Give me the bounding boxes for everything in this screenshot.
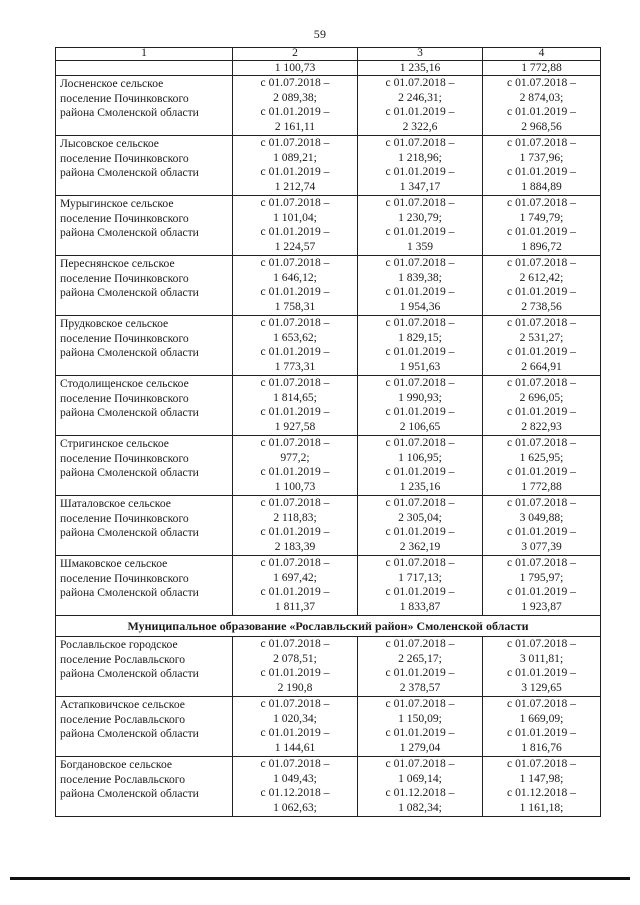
tariff-value-line: с 01.01.2019 – [385, 105, 455, 119]
settlement-name-line: Шаталовское сельское [60, 497, 171, 510]
tariff-value-line: 3 011,81; [519, 651, 564, 665]
tariff-cell-c3 [358, 637, 483, 697]
tariff-value-line: с 01.07.2018 – [385, 556, 455, 569]
settlement-name-line: поселение Рославльского [60, 772, 186, 786]
tariff-value-line: 1 062,63; [273, 800, 317, 814]
settlement-name-cell [56, 76, 233, 136]
tariff-value-line: с 01.01.2019 – [260, 105, 330, 119]
tariff-value-line: 1 106,95; [398, 450, 442, 464]
tariff-value-line: 1 884,89 [521, 179, 562, 193]
tariff-value-line: с 01.01.2019 – [507, 726, 576, 740]
settlement-name-line: района Смоленской области [60, 346, 199, 360]
settlement-name-line: района Смоленской области [60, 667, 199, 681]
tariff-value-line: с 01.07.2018 – [260, 316, 330, 329]
tariff-cell-c2 [233, 697, 358, 757]
continuation-cell: 1 772,88 [483, 61, 601, 76]
tariff-value-line: 1 069,14; [398, 771, 442, 785]
settlement-name-line: района Смоленской области [60, 787, 199, 801]
tariff-value-line: 1 625,95; [519, 450, 564, 464]
tariff-value-line: 1 144,61 [274, 740, 316, 754]
tariff-value-line: 1 795,97; [519, 570, 564, 584]
tariff-value-line: с 01.07.2018 – [260, 496, 330, 509]
tariff-value-line: 1 990,93; [398, 390, 442, 404]
tariff-value-line: с 01.01.2019 – [507, 525, 576, 539]
tariff-value-line: 3 049,88; [519, 510, 564, 524]
tariff-value-line: 2 246,31; [398, 90, 442, 104]
settlement-name-line: района Смоленской области [60, 586, 199, 600]
tariff-cell-c4 [483, 76, 601, 136]
tariff-value-line: 1 811,37 [274, 599, 316, 613]
settlement-name-line: Лысовское сельское [60, 137, 159, 150]
tariff-value-line: с 01.07.2018 – [385, 136, 455, 149]
settlement-name-line: поселение Починковского [60, 151, 189, 165]
tariff-cell-c4 [483, 637, 601, 697]
tariff-value-line: с 01.07.2018 – [507, 316, 576, 329]
settlement-name-line: поселение Починковского [60, 391, 189, 405]
tariff-value-line: 1 218,96; [398, 150, 442, 164]
table-row [56, 196, 601, 256]
settlement-name-line: поселение Починковского [60, 511, 189, 525]
bottom-rule [10, 877, 630, 880]
tariff-cell-c4 [483, 136, 601, 196]
tariff-cell-c2 [233, 376, 358, 436]
tariff-value-line: с 01.01.2019 – [507, 165, 576, 179]
tariff-value-line: с 01.01.2019 – [385, 585, 455, 599]
tariff-value-line: с 01.07.2018 – [385, 436, 455, 449]
table-row [56, 256, 601, 316]
settlement-name-line: поселение Рославльского [60, 712, 186, 726]
tariff-value-line: 1 669,09; [519, 711, 564, 725]
tariff-value-line: 2 161,11 [274, 119, 316, 133]
tariff-value-line: с 01.12.2018 – [260, 786, 330, 800]
settlement-name-cell [56, 637, 233, 697]
settlement-name-line: Лосненское сельское [60, 77, 164, 90]
continuation-cell: 1 100,73 [233, 61, 358, 76]
settlement-name-cell [56, 256, 233, 316]
tariff-value-line: 1 347,17 [399, 179, 441, 193]
settlement-name-line: Стригинское сельское [60, 437, 169, 450]
settlement-name-line: Переснянское сельское [60, 257, 175, 270]
tariff-value-line: 1 101,04; [273, 210, 317, 224]
tariff-value-line: с 01.01.2019 – [385, 345, 455, 359]
tariff-value-line: с 01.07.2018 – [260, 757, 330, 770]
tariff-value-line: 3 129,65 [521, 680, 562, 694]
settlement-name-line: района Смоленской области [60, 106, 199, 120]
tariff-value-line: 1 749,79; [519, 210, 564, 224]
continuation-cell [56, 61, 233, 76]
tariff-cell-c4 [483, 376, 601, 436]
table-row [56, 697, 601, 757]
tariff-value-line: с 01.07.2018 – [507, 196, 576, 209]
column-number-row [56, 48, 601, 61]
continuation-cell: 1 235,16 [358, 61, 483, 76]
settlement-name-cell [56, 436, 233, 496]
tariff-cell-c3 [358, 697, 483, 757]
tariff-value-line: с 01.07.2018 – [385, 76, 455, 89]
settlement-name-line: поселение Починковского [60, 331, 189, 345]
tariff-value-line: 1 927,58 [274, 419, 316, 433]
tariff-value-line: с 01.01.2019 – [260, 225, 330, 239]
table-row [56, 136, 601, 196]
continuation-row [56, 61, 601, 76]
page-number: 59 [313, 27, 327, 41]
tariff-value-line: с 01.01.2019 – [385, 165, 455, 179]
tariff-value-line: 1 279,04 [399, 740, 441, 754]
settlement-name-line: района Смоленской области [60, 526, 199, 540]
settlement-name-line: района Смоленской области [60, 166, 199, 180]
settlement-name-line: района Смоленской области [60, 406, 199, 420]
tariff-value-line: 1 161,18; [519, 800, 564, 814]
tariff-value-line: с 01.01.2019 – [507, 285, 576, 299]
tariff-value-line: с 01.07.2018 – [385, 637, 455, 650]
settlement-name-line: поселение Починковского [60, 451, 189, 465]
tariff-value-line: 2 738,56 [521, 299, 562, 313]
tariff-value-line: 2 874,03; [519, 90, 564, 104]
table-row [56, 637, 601, 697]
tariff-value-line: с 01.07.2018 – [507, 757, 576, 770]
settlement-name-cell [56, 496, 233, 556]
tariff-value-line: с 01.07.2018 – [260, 697, 330, 710]
tariff-value-line: с 01.01.2019 – [507, 345, 576, 359]
tariff-value-line: 1 100,73 [274, 479, 316, 493]
tariff-cell-c2 [233, 76, 358, 136]
column-number: 1 [56, 48, 233, 61]
table-row [56, 556, 601, 616]
tariff-value-line: с 01.07.2018 – [260, 136, 330, 149]
table-row [56, 316, 601, 376]
tariff-cell-c4 [483, 436, 601, 496]
tariff-cell-c2 [233, 757, 358, 817]
settlement-name-line: Рославльское городское [60, 638, 178, 651]
tariff-value-line: с 01.07.2018 – [385, 697, 455, 710]
tariff-value-line: 2 106,65 [399, 419, 441, 433]
tariff-value-line: 3 077,39 [521, 539, 562, 553]
tariff-value-line: с 01.07.2018 – [507, 556, 576, 569]
tariff-value-line: 1 816,76 [521, 740, 562, 754]
settlement-name-line: поселение Починковского [60, 571, 189, 585]
tariff-value-line: 2 968,56 [521, 119, 562, 133]
tariff-value-line: с 01.01.2019 – [507, 105, 576, 119]
tariff-value-line: 2 696,05; [519, 390, 564, 404]
column-number: 3 [358, 48, 483, 61]
settlement-name-line: Мурыгинское сельское [60, 197, 174, 210]
tariff-value-line: с 01.07.2018 – [507, 76, 576, 89]
tariff-cell-c2 [233, 637, 358, 697]
tariff-value-line: 2 183,39 [274, 539, 316, 553]
tariff-value-line: 2 531,27; [519, 330, 564, 344]
tariff-value-line: с 01.07.2018 – [385, 316, 455, 329]
tariff-cell-c3 [358, 436, 483, 496]
tariff-value-line: с 01.01.2019 – [507, 585, 576, 599]
tariff-value-line: 1 833,87 [399, 599, 441, 613]
tariff-value-line: 1 896,72 [521, 239, 562, 253]
settlement-name-line: поселение Починковского [60, 211, 189, 225]
tariff-value-line: с 01.07.2018 – [260, 196, 330, 209]
tariff-value-line: 1 814,65; [273, 390, 317, 404]
tariff-value-line: с 01.07.2018 – [507, 436, 576, 449]
tariff-cell-c3 [358, 496, 483, 556]
column-number: 2 [233, 48, 358, 61]
tariff-value-line: с 01.07.2018 – [385, 757, 455, 770]
tariff-value-line: 1 951,63 [399, 359, 441, 373]
tariff-cell-c3 [358, 76, 483, 136]
table-row [56, 757, 601, 817]
tariff-value-line: с 01.01.2019 – [260, 285, 330, 299]
tariff-cell-c2 [233, 436, 358, 496]
tariff-table [55, 47, 601, 817]
tariff-value-line: с 01.07.2018 – [260, 556, 330, 569]
tariff-value-line: с 01.07.2018 – [507, 697, 576, 710]
settlement-name-line: района Смоленской области [60, 727, 199, 741]
tariff-value-line: с 01.07.2018 – [260, 436, 330, 449]
tariff-value-line: с 01.07.2018 – [385, 256, 455, 269]
tariff-value-line: 1 923,87 [521, 599, 562, 613]
table-row [56, 76, 601, 136]
tariff-value-line: с 01.01.2019 – [385, 225, 455, 239]
tariff-cell-c2 [233, 496, 358, 556]
tariff-value-line: 2 664,91 [521, 359, 562, 373]
tariff-cell-c4 [483, 196, 601, 256]
tariff-value-line: с 01.07.2018 – [385, 196, 455, 209]
settlement-name-line: Прудковское сельское [60, 317, 169, 330]
tariff-value-line: 1 697,42; [273, 570, 317, 584]
tariff-value-line: с 01.12.2018 – [385, 786, 455, 800]
settlement-name-line: поселение Починковского [60, 91, 189, 105]
tariff-value-line: 1 954,36 [399, 299, 441, 313]
tariff-value-line: с 01.07.2018 – [260, 256, 330, 269]
tariff-value-line: 2 190,8 [277, 680, 313, 694]
tariff-cell-c2 [233, 196, 358, 256]
tariff-value-line: с 01.01.2019 – [507, 666, 576, 680]
tariff-value-line: с 01.07.2018 – [260, 76, 330, 89]
tariff-value-line: с 01.01.2019 – [385, 465, 455, 479]
tariff-value-line: 977,2; [280, 450, 310, 464]
settlement-name-cell [56, 757, 233, 817]
settlement-name-cell [56, 316, 233, 376]
tariff-value-line: 1 020,34; [273, 711, 317, 725]
tariff-value-line: 1 359 [406, 239, 434, 253]
tariff-cell-c2 [233, 136, 358, 196]
tariff-value-line: с 01.07.2018 – [507, 136, 576, 149]
tariff-value-line: с 01.01.2019 – [385, 666, 455, 680]
tariff-value-line: с 01.01.2019 – [260, 345, 330, 359]
table-row [56, 436, 601, 496]
tariff-value-line: 1 773,31 [274, 359, 316, 373]
settlement-name-cell [56, 376, 233, 436]
tariff-value-line: с 01.07.2018 – [507, 256, 576, 269]
tariff-value-line: 2 089,38; [273, 90, 317, 104]
tariff-value-line: 2 612,42; [519, 270, 564, 284]
tariff-value-line: 1 737,96; [519, 150, 564, 164]
tariff-cell-c3 [358, 316, 483, 376]
tariff-value-line: 2 378,57 [399, 680, 441, 694]
tariff-cell-c3 [358, 256, 483, 316]
tariff-cell-c3 [358, 556, 483, 616]
tariff-value-line: 2 305,04; [398, 510, 442, 524]
tariff-value-line: с 01.01.2019 – [260, 726, 330, 740]
tariff-value-line: с 01.01.2019 – [385, 285, 455, 299]
tariff-value-line: с 01.01.2019 – [385, 525, 455, 539]
tariff-value-line: 1 230,79; [398, 210, 442, 224]
tariff-value-line: 2 322,6 [402, 119, 438, 133]
settlement-name-line: Стодолищенское сельское [60, 377, 189, 390]
tariff-cell-c4 [483, 757, 601, 817]
tariff-value-line: 1 224,57 [274, 239, 316, 253]
table-row [56, 496, 601, 556]
tariff-value-line: 1 089,21; [273, 150, 317, 164]
column-number: 4 [483, 48, 601, 61]
tariff-value-line: 1 758,31 [274, 299, 316, 313]
tariff-value-line: с 01.01.2019 – [507, 465, 576, 479]
tariff-value-line: с 01.01.2019 – [507, 405, 576, 419]
tariff-cell-c4 [483, 697, 601, 757]
tariff-cell-c4 [483, 556, 601, 616]
tariff-value-line: 1 839,38; [398, 270, 442, 284]
tariff-cell-c2 [233, 556, 358, 616]
tariff-value-line: с 01.01.2019 – [260, 165, 330, 179]
tariff-value-line: с 01.07.2018 – [507, 496, 576, 509]
tariff-value-line: 1 717,13; [398, 570, 442, 584]
settlement-name-line: Богдановское сельское [60, 758, 173, 771]
tariff-value-line: с 01.07.2018 – [260, 376, 330, 389]
tariff-value-line: 2 822,93 [521, 419, 562, 433]
tariff-value-line: 1 147,98; [519, 771, 564, 785]
settlement-name-line: района Смоленской области [60, 286, 199, 300]
tariff-value-line: 2 078,51; [273, 651, 317, 665]
section-header-row [56, 616, 601, 637]
tariff-value-line: с 01.07.2018 – [385, 376, 455, 389]
tariff-value-line: с 01.01.2019 – [385, 405, 455, 419]
tariff-value-line: с 01.01.2019 – [260, 666, 330, 680]
settlement-name-line: района Смоленской области [60, 226, 199, 240]
tariff-value-line: с 01.01.2019 – [260, 405, 330, 419]
settlement-name-cell [56, 136, 233, 196]
tariff-cell-c3 [358, 376, 483, 436]
tariff-value-line: 1 082,34; [398, 800, 442, 814]
settlement-name-cell [56, 697, 233, 757]
tariff-cell-c4 [483, 496, 601, 556]
tariff-value-line: 1 150,09; [398, 711, 442, 725]
settlement-name-line: поселение Починковского [60, 271, 189, 285]
tariff-value-line: с 01.01.2019 – [385, 726, 455, 740]
settlement-name-line: Шмаковское сельское [60, 557, 168, 570]
tariff-value-line: с 01.07.2018 – [385, 496, 455, 509]
tariff-cell-c4 [483, 256, 601, 316]
tariff-cell-c2 [233, 316, 358, 376]
settlement-name-cell [56, 556, 233, 616]
tariff-value-line: 1 772,88 [521, 479, 562, 493]
tariff-value-line: 1 829,15; [398, 330, 442, 344]
tariff-value-line: 2 118,83; [273, 510, 317, 524]
section-title: Муниципальное образование «Рославльский район» Смоленской области [56, 616, 601, 637]
tariff-value-line: с 01.07.2018 – [507, 376, 576, 389]
tariff-value-line: с 01.07.2018 – [507, 637, 576, 650]
tariff-value-line: с 01.01.2019 – [260, 465, 330, 479]
settlement-name-line: Астапковичское сельское [60, 698, 185, 711]
settlement-name-line: района Смоленской области [60, 466, 199, 480]
tariff-value-line: 1 646,12; [273, 270, 317, 284]
tariff-cell-c3 [358, 136, 483, 196]
table-row [56, 376, 601, 436]
tariff-value-line: с 01.01.2019 – [260, 525, 330, 539]
tariff-cell-c3 [358, 196, 483, 256]
tariff-value-line: с 01.01.2019 – [260, 585, 330, 599]
settlement-name-cell [56, 196, 233, 256]
tariff-cell-c3 [358, 757, 483, 817]
tariff-value-line: 1 235,16 [399, 479, 441, 493]
tariff-table-body [56, 48, 601, 817]
settlement-name-line: поселение Рославльского [60, 652, 186, 666]
tariff-value-line: с 01.12.2018 – [507, 786, 576, 800]
tariff-cell-c4 [483, 316, 601, 376]
tariff-value-line: 1 212,74 [274, 179, 316, 193]
tariff-value-line: с 01.01.2019 – [507, 225, 576, 239]
tariff-value-line: 1 049,43; [273, 771, 317, 785]
tariff-value-line: 2 362,19 [399, 539, 441, 553]
tariff-cell-c2 [233, 256, 358, 316]
tariff-value-line: 1 653,62; [273, 330, 317, 344]
tariff-value-line: с 01.07.2018 – [260, 637, 330, 650]
tariff-value-line: 2 265,17; [398, 651, 442, 665]
